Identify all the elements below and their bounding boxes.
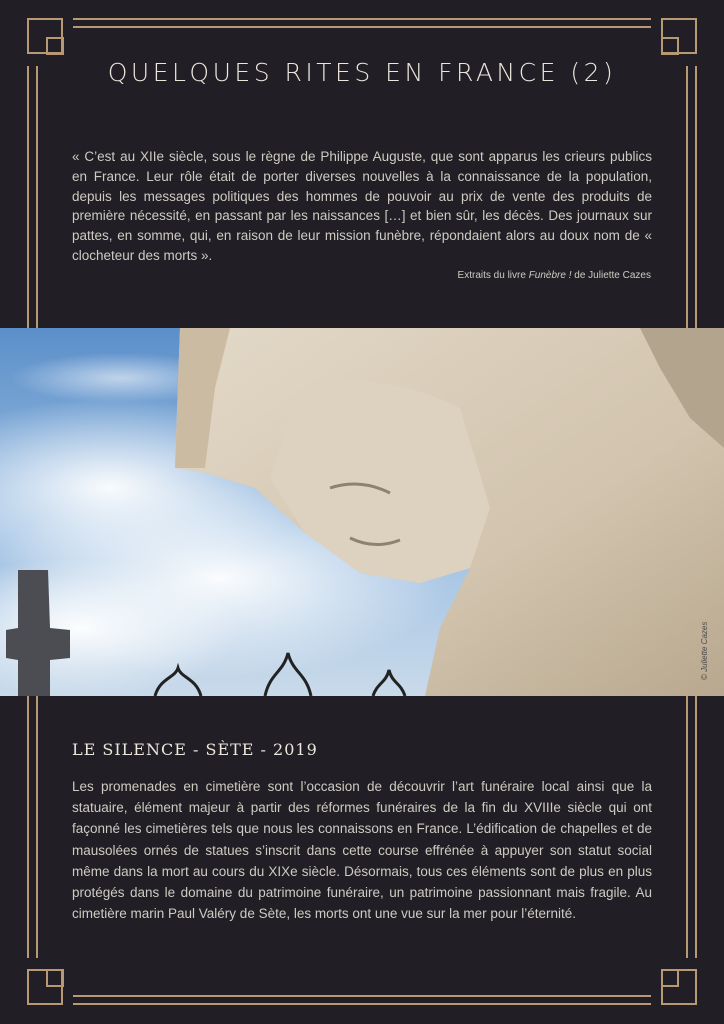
book-title: Funèbre ! [528, 270, 572, 281]
frame-top-outer [73, 18, 651, 20]
frame-left-inner [36, 66, 38, 328]
frame-left-outer [27, 66, 29, 328]
book-quote: « C’est au XIIe siècle, sous le règne de Philippe Auguste, que sont apparus les crieurs publics en France. Leur rôle était de porter diverses nouvelles à la connaissance de la population, depuis les messages politiques des hommes de pouvoir au prix de vente des produits de première nécessité, en passant par les naissances […] et bien sûr, les décès. Des journaux sur pattes, en somme, qui, en raison de leur mission funèbre, répondaient alors au doux nom de « clocheteur des morts ». [72, 149, 652, 263]
frame-left-inner-lower [36, 696, 38, 958]
frame-right-inner [686, 66, 688, 328]
section-heading: LE SILENCE - SÈTE - 2019 [72, 740, 318, 759]
frame-bottom-inner [73, 995, 651, 997]
corner-ornament-top-left-inner [46, 37, 64, 55]
frame-top-inner [73, 26, 651, 28]
corner-ornament-bottom-right-inner [661, 969, 679, 987]
photo-credit: © Juliette Cazes [700, 621, 709, 680]
statue-photo [0, 328, 724, 696]
corner-ornament-bottom-left-inner [46, 969, 64, 987]
section-body: Les promenades en cimetière sont l’occasion de découvrir l’art funéraire local ainsi que la statuaire, élément majeur à partir des réformes funéraires de la fin du XVIIIe siècle qui ont façonné les cimetières tels que nous les connaissons en France. L’édification de chapelles et de mausolées ornés de statues s’inscrit dans cette course effrénée à appuyer son statut social même dans la mort au cours du XIXe siècle. Désormais, tous ces éléments sont de plus en plus protégés dans le domaine du patrimoine funéraire, un patrimoine passionnant mais fragile. Au cimetière marin Paul Valéry de Sète, les morts ont une vue sur la mer pour l’éternité. [72, 779, 652, 922]
page-title: QUELQUES RITES EN FRANCE (2) [107, 58, 617, 87]
frame-left-outer-lower [27, 696, 29, 958]
credit-prefix: Extraits du livre [457, 270, 526, 281]
frame-right-inner-lower [686, 696, 688, 958]
frame-bottom-outer [73, 1003, 651, 1005]
frame-right-outer-lower [695, 696, 697, 958]
credit-suffix: de Juliette Cazes [574, 270, 651, 281]
frame-right-outer [695, 66, 697, 328]
quote-credit [458, 270, 651, 281]
corner-ornament-top-right-inner [661, 37, 679, 55]
